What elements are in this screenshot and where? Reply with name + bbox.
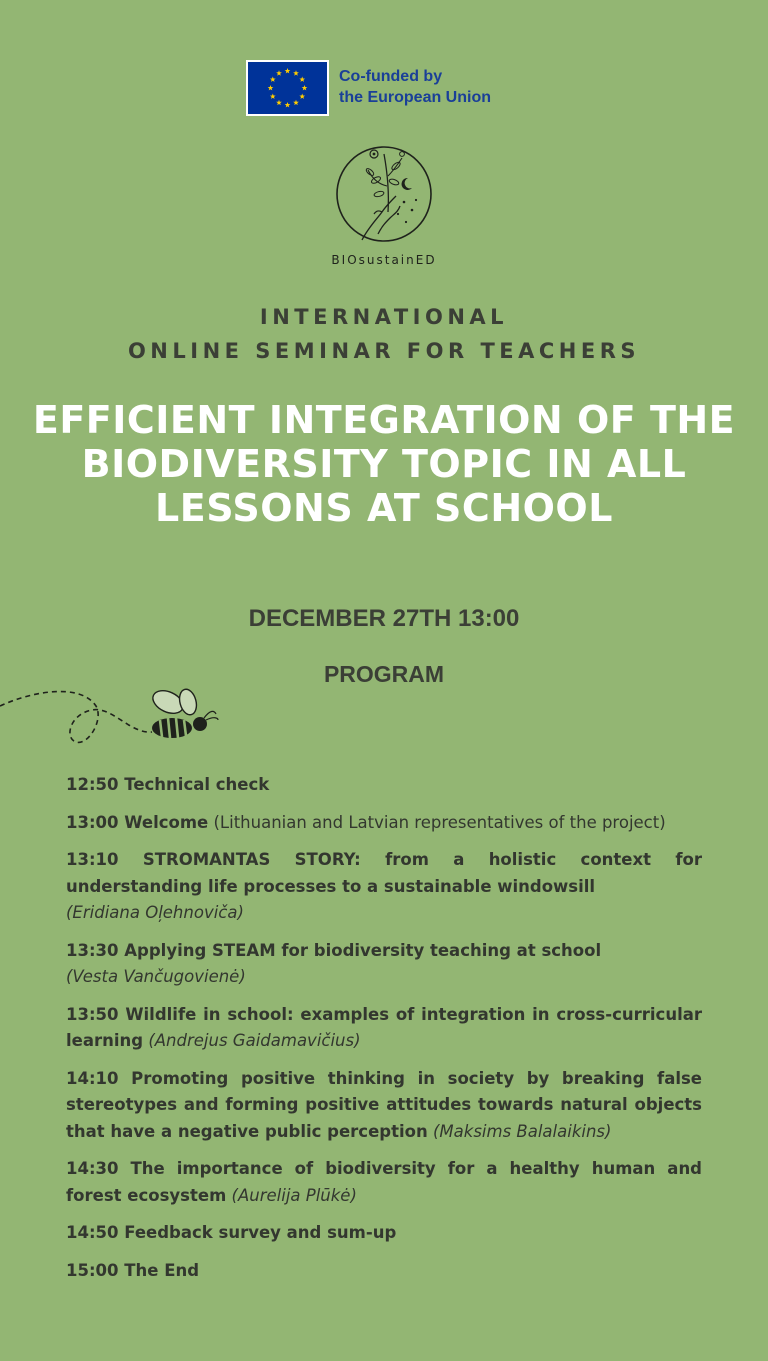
program-item-title: 12:50 Technical check	[66, 775, 270, 794]
event-type-line-1: INTERNATIONAL	[259, 305, 509, 329]
seminar-title: EFFICIENT INTEGRATION OF THE BIODIVERSITY TOPIC IN ALL LESSONS AT SCHOOL	[32, 398, 736, 530]
event-type-line-2: ONLINE SEMINAR FOR TEACHERS	[127, 339, 641, 363]
program-item-speaker: (Vesta Vančugovienė)	[66, 967, 246, 986]
eu-line-2: the European Union	[339, 89, 491, 106]
program-item	[66, 938, 702, 991]
program-item-title: 13:30 Applying STEAM for biodiversity teaching at school	[66, 940, 602, 960]
program-item-title: 13:50 Wildlife in school: examples of integration in cross-curricular learning	[66, 1004, 702, 1050]
program-item	[66, 1156, 702, 1209]
eu-flag-icon	[246, 60, 329, 116]
program-item	[66, 1002, 702, 1055]
program-item	[66, 1258, 702, 1285]
program-item	[66, 1220, 702, 1247]
program-list	[66, 772, 702, 1295]
program-item-speaker: (Andrejus Gaidamavičius)	[148, 1031, 361, 1050]
bee-with-flight-path-icon	[0, 684, 230, 748]
hand-plant-moon-icon	[332, 136, 436, 248]
eu-line-1: Co-funded by	[339, 68, 443, 85]
program-item-title: 14:50 Feedback survey and sum-up	[66, 1223, 397, 1242]
program-item-note: (Lithuanian and Latvian representatives of the project)	[213, 812, 666, 832]
program-item-title: 13:10 STROMANTAS STORY: from a holistic context for understanding life processes to a sustainable windowsill	[66, 850, 702, 896]
program-item	[66, 810, 702, 837]
program-item-title: 14:30 The importance of biodiversity for a healthy human and forest ecosystem	[66, 1159, 702, 1205]
program-item-title: 13:00 Welcome	[66, 812, 209, 832]
program-item-speaker: (Maksims Balalaikins)	[432, 1121, 612, 1141]
program-item-title: 14:10 Promoting positive thinking in society by breaking false stereotypes and forming positive attitudes towards natural objects that have a negative public perception	[66, 1068, 702, 1141]
program-item-title: 15:00 The End	[66, 1260, 200, 1280]
eu-cofunding-badge	[246, 60, 546, 117]
logo-wordmark: BIOsustainED	[331, 253, 437, 267]
program-item-speaker: (Eridiana Oļehnoviča)	[66, 903, 244, 922]
program-heading: PROGRAM	[323, 661, 445, 687]
eu-cofunding-text	[339, 66, 491, 108]
program-item	[66, 1066, 702, 1146]
program-item	[66, 772, 702, 799]
event-date: DECEMBER 27TH 13:00	[248, 605, 520, 632]
program-item-speaker: (Aurelija Plūkė)	[231, 1185, 357, 1205]
program-item	[66, 847, 702, 927]
